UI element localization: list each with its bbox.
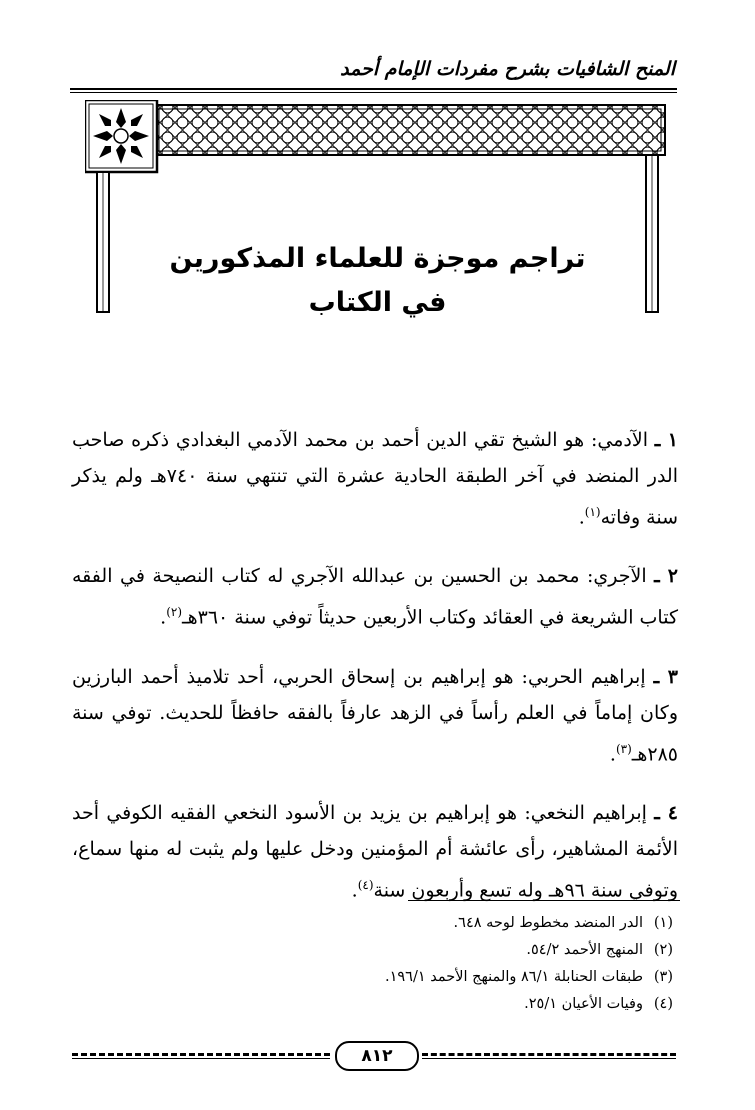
footnote-ref: (٣) (615, 741, 632, 756)
footnote-number: (١) (653, 915, 673, 931)
header-rule-thin (70, 92, 677, 93)
entry-end: . (160, 606, 167, 629)
footer-dashes-right (422, 1053, 676, 1056)
footnote-text: الدر المنضد مخطوط لوحه ٦٤٨. (453, 915, 643, 931)
footer-line-left (72, 1058, 330, 1059)
footnote-text: طبقات الحنابلة ٨٦/١ والمنهج الأحمد ١٩٦/١. (385, 969, 643, 985)
entry-text: إبراهيم الحربي: هو إبراهيم بن إسحاق الحربي، أحد تلاميذ أحمد البارزين وكان إماماً في العلم رأساً في الزهد عارفاً بالفقه حافظاً للحديث. توفي سنة ٢٨٥هـ (72, 665, 678, 765)
footer-dashes-left (72, 1053, 330, 1056)
running-header: المنح الشافيات بشرح مفردات الإمام أحمد (340, 58, 675, 80)
footnote-number: (٣) (653, 969, 673, 985)
entry-end: . (609, 742, 616, 765)
entry-number: ١ ـ (654, 429, 678, 451)
footnote-text: وفيات الأعيان ٢٥/١. (524, 996, 643, 1012)
footer-line-right (422, 1058, 676, 1059)
entry (72, 422, 678, 535)
footnote-ref: (٤) (357, 877, 374, 892)
entry-end: . (578, 506, 585, 529)
page-title: تراجم موجزة للعلماء المذكورين (169, 243, 586, 274)
entry-text: إبراهيم النخعي: هو إبراهيم بن يزيد بن الأسود النخعي الفقيه الكوفي أحد الأئمة المشاهير، رأى عائشة أم المؤمنين ودخل عليها ولم يثبت له منها سماع، وتوفي سنة ٩٦هـ وله تسع وأربعون سنة (72, 801, 678, 902)
entry-text: الآجري: محمد بن الحسين بن عبدالله الآجري له كتاب النصيحة في الفقه كتاب الشريعة في العقائد وكتاب الأربعين حديثاً توفي سنة ٣٦٠هـ (72, 565, 678, 629)
page-number: ٨١٢ (335, 1041, 419, 1071)
footnote-rule (408, 900, 680, 901)
footnote-text: المنهج الأحمد ٥٤/٢. (526, 942, 643, 958)
entry-text: الآدمي: هو الشيخ تقي الدين أحمد بن محمد الآدمي البغدادي ذكره صاحب الدر المنضد في آخر الطبقة الحادية عشرة التي تنتهي سنة ٧٤٠هـ ولم يذكر سنة وفاته (72, 429, 678, 529)
entry-number: ٢ ـ (654, 565, 679, 588)
entry-number: ٤ ـ (654, 801, 678, 824)
footnote-number: (٤) (653, 996, 673, 1012)
footnote (73, 991, 673, 1018)
footnote-ref: (١) (584, 505, 601, 519)
entry (72, 795, 678, 908)
footnote-ref: (٢) (166, 605, 183, 620)
page-footer (72, 1040, 676, 1070)
page-title-continued: في الكتاب (308, 287, 447, 318)
footnote (73, 964, 673, 991)
footnote (73, 910, 673, 937)
entry-end: . (351, 879, 358, 902)
footnote-number: (٢) (653, 942, 673, 958)
entry (72, 558, 678, 635)
entry (72, 659, 678, 772)
entries-list (72, 422, 678, 908)
footnote (73, 937, 673, 964)
header-rule (70, 88, 677, 90)
entry-number: ٣ ـ (653, 665, 678, 688)
ornamental-frame (85, 100, 670, 315)
footnotes-list (73, 910, 673, 1018)
